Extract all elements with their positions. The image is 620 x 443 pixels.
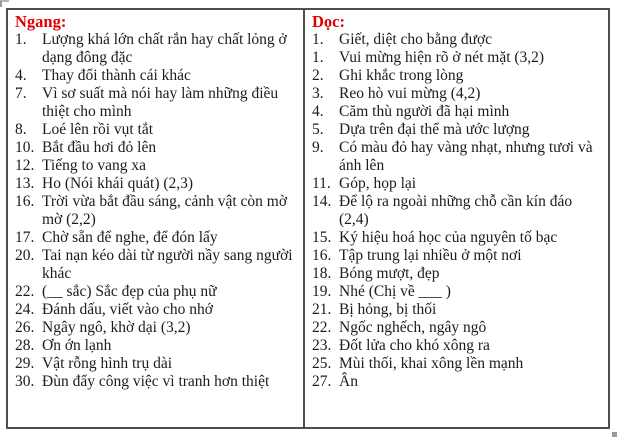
clue-item [15,247,298,283]
clue-text: Đánh dấu, viết vào cho nhớ [42,301,213,318]
clue-item [15,301,298,319]
clue-item [312,175,603,193]
clue-item [312,31,603,49]
clue-number: 20. [15,247,35,264]
clue-item [15,373,298,391]
clue-number: 16. [312,247,332,264]
clue-text: Có màu đỏ hay vàng nhạt, nhưng tươi và ánh lên [339,139,593,174]
clue-text: Ho (Nói khái quát) (2,3) [42,175,194,192]
clue-number: 18. [312,265,332,282]
clue-text: Ngốc nghếch, ngây ngô [339,319,487,336]
across-title: Ngang: [15,12,67,31]
clue-number: 9. [312,139,324,156]
clue-number: 24. [15,301,35,318]
clue-text: Chờ sẵn để nghe, để đón lấy [42,229,218,246]
clue-text: Dựa trên đại thể mà ước lượng [339,121,530,138]
clue-number: 23. [312,337,332,354]
clue-item [312,193,603,229]
clue-text: Reo hò vui mừng (4,2) [339,85,481,102]
clue-text: Đùn đẩy công việc vì tranh hơn thiệt [42,373,270,390]
clue-number: 11. [312,175,331,192]
clue-item [312,337,603,355]
crossword-clue-table [6,8,610,429]
clue-text: Đốt lửa cho khó xông ra [339,337,490,354]
clue-number: 21. [312,301,332,318]
clue-number: 26. [15,319,35,336]
clue-text: Trời vừa bắt đầu sáng, cảnh vật còn mờ mờ (2,2) [42,193,288,228]
clue-item [15,67,298,85]
clue-number: 14. [312,193,332,210]
clue-number: 22. [312,319,332,336]
clue-text: Ghi khắc trong lòng [339,67,464,84]
clue-item [312,103,603,121]
clue-text: Ân [339,373,358,390]
clue-item [15,229,298,247]
clue-item [15,319,298,337]
clue-number: 15. [312,229,332,246]
clue-number: 17. [15,229,35,246]
clue-number: 1. [312,31,324,48]
clue-item [15,121,298,139]
across-clue-list [15,31,298,391]
clue-item [312,247,603,265]
clue-text: Loé lên rồi vụt tắt [42,121,154,138]
clue-number: 1. [312,49,324,66]
clue-item [312,85,603,103]
clue-number: 25. [312,355,332,372]
clue-item [15,157,298,175]
clue-item [312,121,603,139]
clue-item [15,139,298,157]
clue-number: 5. [312,121,324,138]
clue-text: Mùi thối, khai xông lền mạnh [339,355,524,372]
down-column [305,10,608,427]
clue-item [15,337,298,355]
clue-text: Vì sơ suất mà nói hay làm những điều thiệt cho mình [42,85,279,120]
clue-number: 30. [15,373,35,390]
clue-text: Tiếng to vang xa [42,157,147,174]
clue-item [312,283,603,301]
clue-text: Giết, diệt cho bằng được [339,31,493,48]
clue-text: Tập trung lại nhiều ở một nơi [339,247,522,264]
clue-number: 13. [15,175,35,192]
table-handle-top-left [0,0,9,7]
clue-item [15,175,298,193]
clue-text: (__ sắc) Sắc đẹp của phụ nữ [42,283,217,300]
clue-item [15,85,298,121]
clue-text: Vật rỗng hình trụ dài [42,355,173,372]
clue-number: 4. [312,103,324,120]
clue-number: 19. [312,283,332,300]
clue-number: 28. [15,337,35,354]
clue-item [312,139,603,175]
table-resize-handle [612,432,617,437]
clue-number: 16. [15,193,35,210]
clue-item [312,319,603,337]
clue-item [312,355,603,373]
clue-text: Góp, họp lại [339,175,417,192]
clue-item [15,31,298,67]
across-column [8,10,305,427]
clue-item [15,355,298,373]
clue-number: 3. [312,85,324,102]
clue-text: Bị hỏng, bị thối [339,301,437,318]
clue-item [312,229,603,247]
clue-text: Bóng mượt, đẹp [339,265,440,282]
down-clue-list [312,31,603,391]
clue-item [312,265,603,283]
clue-text: Ký hiệu hoá học của nguyên tố bạc [339,229,558,246]
clue-text: Ơn ớn lạnh [42,337,112,354]
clue-item [312,67,603,85]
clue-number: 27. [312,373,332,390]
clue-text: Thay đổi thành cái khác [42,67,191,84]
clue-text: Ngây ngô, khờ dại (3,2) [42,319,191,336]
clue-number: 4. [15,67,27,84]
clue-number: 2. [312,67,324,84]
clue-number: 29. [15,355,35,372]
clue-text: Nhé (Chị về ___ ) [339,283,451,300]
clue-text: Căm thù người đã hại mình [339,103,510,120]
clue-item [312,301,603,319]
clue-number: 8. [15,121,27,138]
clue-item [15,283,298,301]
clue-item [312,373,603,391]
clue-text: Lượng khá lớn chất rắn hay chất lỏng ở dạng đông đặc [42,31,287,66]
clue-number: 12. [15,157,35,174]
clue-number: 7. [15,85,27,102]
clue-number: 1. [15,31,27,48]
clue-text: Bắt đầu hơi đỏ lên [42,139,157,156]
clue-number: 22. [15,283,35,300]
down-title: Dọc: [312,12,345,31]
clue-text: Để lộ ra ngoài những chỗ cần kín đáo (2,4) [339,193,573,228]
clue-item [312,49,603,67]
clue-text: Vui mừng hiện rõ ở nét mặt (3,2) [339,49,545,66]
clue-number: 10. [15,139,35,156]
clue-text: Tai nạn kéo dài từ người nầy sang người khác [42,247,293,282]
clue-item [15,193,298,229]
